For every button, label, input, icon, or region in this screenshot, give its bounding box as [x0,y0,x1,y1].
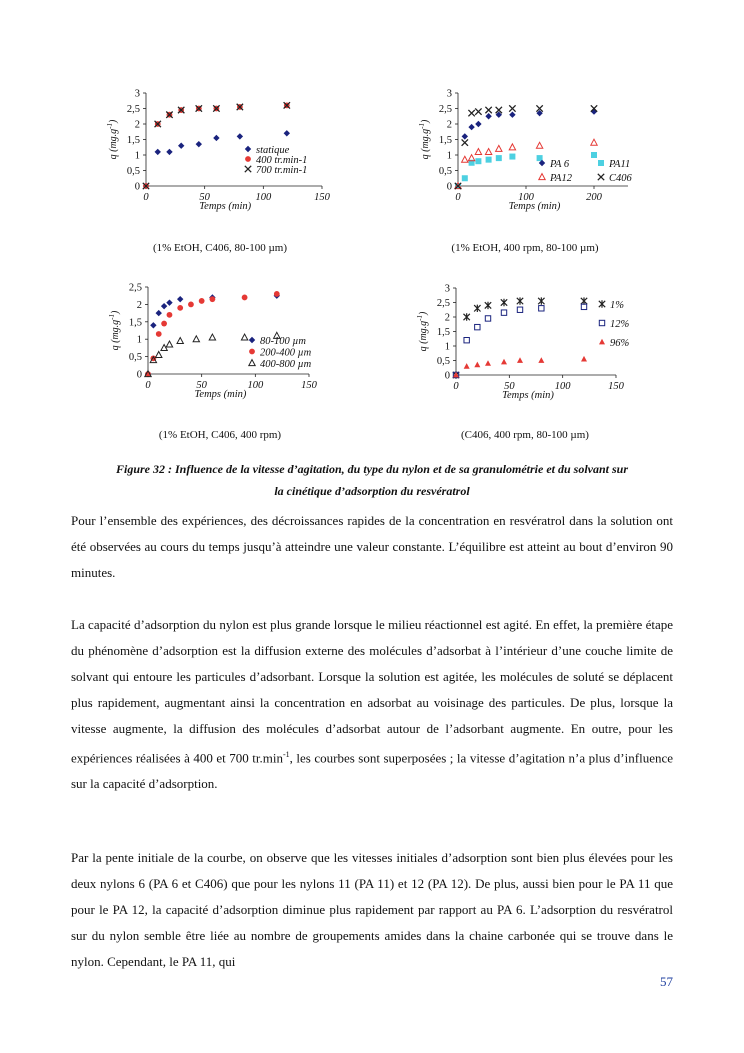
data-point [509,105,515,111]
data-point [166,299,172,305]
x-tick-label: 100 [247,380,264,391]
x-tick-label: 100 [554,381,571,392]
data-point [468,124,474,130]
series-12- [453,304,586,378]
chart-solvent [408,280,658,410]
data-point [475,149,481,155]
y-axis-label: q $(mg.g^{-1})$ [106,119,119,160]
data-point [196,141,202,147]
data-point [177,296,183,302]
chart-svg [408,280,658,410]
data-point [178,143,184,149]
chart-svg [408,88,658,228]
subcaption-b: (1% EtOH, 400 rpm, 80-100 µm) [451,242,599,254]
data-point [581,356,587,362]
data-point [462,139,468,145]
data-point [539,306,544,311]
superscript: -1 [283,750,290,759]
data-point [462,133,468,139]
data-point [193,336,199,342]
data-point [474,362,480,368]
data-point [156,331,162,337]
series-1- [453,297,587,378]
legend [249,336,312,370]
data-point [501,359,507,365]
data-point [496,145,502,151]
legend-marker [245,166,251,172]
paragraph-2 [71,612,673,797]
legend-marker [598,174,604,180]
legend-label: statique [256,145,290,156]
data-point [242,295,248,301]
x-tick-label: 150 [608,381,624,392]
y-tick-label: 0 [446,181,452,193]
data-point [581,297,587,304]
data-point [468,110,474,116]
y-tick-label: 3 [444,283,450,295]
data-point [475,108,481,114]
legend [539,159,633,184]
paragraph-1: Pour l’ensemble des expériences, des décroissances rapides de la concentration en resvératrol dans la solution ont été observées au cours du temps jusqu’à atteindre une valeur constante. L’équilibre est atteint au bout d’environ 90 minutes. [71,513,673,580]
data-point [166,341,172,347]
x-tick-label: 150 [301,380,317,391]
legend-marker [599,300,605,307]
y-axis-label: q $(mg.g^{-1})$ [108,310,121,351]
y-tick-label: 2 [136,299,142,311]
y-tick-label: 1,5 [128,317,142,329]
y-tick-label: 2 [444,312,450,324]
x-tick-label: 100 [255,192,272,203]
data-point [485,316,490,321]
data-point [177,305,183,311]
data-point [188,302,194,308]
data-point [167,312,173,318]
chart-granulometry [100,280,340,410]
legend-label: 700 tr.min-1 [256,165,308,176]
data-point [274,291,280,297]
series-c406 [455,105,597,189]
subcaption-c: (1% EtOH, C406, 400 rpm) [158,429,282,441]
y-tick-label: 3 [446,88,452,100]
legend-label: 1% [610,300,624,311]
data-point [166,149,172,155]
x-tick-label: 50 [504,381,515,392]
legend-marker [249,360,255,366]
data-point [485,149,491,155]
x-axis-label: Temps (min) [502,390,554,401]
x-tick-label: 0 [453,381,459,392]
y-tick-label: 0 [136,369,142,381]
y-tick-label: 2,5 [438,104,452,115]
legend-marker [245,156,251,162]
data-point [161,321,167,327]
x-axis-label: Temps (min) [194,389,247,400]
data-point [155,149,161,155]
data-point [501,310,506,315]
chart-svg [100,88,340,228]
y-tick-label: 1,5 [126,135,140,146]
data-point [509,144,515,150]
x-tick-label: 0 [143,192,149,203]
y-tick-label: 2 [446,119,452,131]
y-tick-label: 0 [134,181,140,193]
x-tick-label: 150 [314,192,330,203]
legend-label: C406 [609,173,632,184]
data-point [209,334,215,340]
x-tick-label: 200 [586,192,602,203]
x-tick-label: 0 [145,380,151,391]
data-point [463,313,469,320]
y-tick-label: 2,5 [128,282,142,294]
data-point [150,322,156,328]
data-point [161,303,167,309]
legend-marker [249,337,255,343]
figure-caption-line: la cinétique d’adsorption du resvératrol [274,484,470,498]
legend-marker [249,349,255,355]
y-tick-label: 1,5 [438,135,452,146]
data-point [538,297,544,304]
data-point [237,133,243,139]
data-point [199,298,205,304]
y-tick-label: 0,5 [128,352,142,364]
data-point [464,338,469,343]
data-point [462,175,468,181]
x-tick-label: 50 [196,380,207,391]
data-point [536,142,542,148]
data-point [213,135,219,141]
y-tick-label: 2 [134,119,140,131]
y-axis-label: q $(mg.g^{-1})$ [418,119,431,160]
legend-marker [245,146,251,152]
legend-marker [599,320,604,325]
y-tick-label: 0 [444,370,450,382]
series-96- [453,356,587,378]
legend-label: 400 tr.min-1 [256,155,308,166]
series-pa11 [455,152,597,189]
subcaption-d: (C406, 400 rpm, 80-100 µm) [461,429,589,441]
data-point [485,113,491,119]
data-point [509,154,515,160]
y-tick-label: 2,5 [436,298,450,309]
data-point [538,357,544,363]
data-point [464,363,470,369]
series-pa-6 [455,108,597,189]
y-axis-label: q $(mg.g^{-1})$ [416,311,429,352]
y-tick-label: 0,5 [438,166,452,177]
y-tick-label: 0,5 [126,166,140,177]
legend-label: PA12 [550,173,572,184]
y-tick-label: 3 [134,88,140,100]
data-point [474,305,480,312]
data-point [156,351,162,357]
legend-marker [598,160,604,166]
legend [245,145,308,176]
data-point [284,130,290,136]
data-point [210,296,216,302]
legend-label: 200-400 µm [260,347,312,359]
data-point [509,112,515,118]
legend-label: 400-800 µm [260,359,312,370]
legend-marker [599,339,605,345]
data-point [485,360,491,366]
y-tick-label: 1 [134,150,140,162]
chart-stirring-speed [100,88,340,228]
x-tick-label: 50 [199,192,210,203]
data-point [156,310,162,316]
data-point [517,297,523,304]
data-point [501,299,507,306]
data-point [475,158,481,164]
data-point [241,334,247,340]
data-point [496,155,502,161]
y-tick-label: 1,5 [436,327,450,338]
x-axis-label: Temps (min) [199,201,252,212]
legend-label: 96% [610,338,630,349]
chart-nylon-type [408,88,658,228]
y-tick-label: 0,5 [436,356,450,367]
legend-marker [539,174,545,180]
x-tick-label: 100 [518,192,534,203]
y-tick-label: 2,5 [126,104,140,115]
x-axis-label: Temps (min) [508,201,561,212]
figure-caption [60,458,684,502]
data-point [462,156,468,162]
paragraph-3: Par la pente initiale de la courbe, on observe que les vitesses initiales d’adsorption sont bien plus élevées pour les deux nylons 6 (PA 6 et C406) que pour les nylons 11 (PA 11) et 12 (PA 12). De plus, aussi bien pour le PA 11 que pour le PA 12, la capacité d’adsorption diminue plus rapidement par rapport au PA 6. L’adsorption du resvératrol sur du nylon semble être liée au nombre de groupements amides dans la chaine carbonée qui se trouve dans le nylon. Cependant, le PA 11, qui [71,850,673,969]
data-point [591,152,597,158]
legend-label: PA 6 [550,159,570,170]
x-tick-label: 0 [455,192,461,203]
data-point [486,157,492,163]
paragraph-text: La capacité d’adsorption du nylon est plus grande lorsque le milieu réactionnel est agité. En effet, la première étape du phénomène d’adsorption est la diffusion externe des molécules d’adsorbat à l’intérieur d’une couche limite de solvant qui entoure les particules d’adsorbant. Lorsque la solution est agitée, les molécules de soluté se déplacent plus rapidement, augmentant ainsi la concentration en adsorbat au voisinage des particules. De plus, lorsque la vitesse augmente, la diffusion des molécules d’adsorbat autour de l’adsorbant augmente. En outre, pour les expériences réalisées à 400 et 700 tr.min [71,617,673,766]
data-point [485,107,491,113]
legend-label: PA11 [609,159,631,170]
legend [599,300,630,349]
paragraph-text: , les courbes sont superposées ; la vitesse d’agitation n’a plus d’influence sur la capacité d’adsorption. [71,750,674,792]
legend-label: 80-100 µm [260,336,307,347]
data-point [475,121,481,127]
data-point [485,302,491,309]
figure-caption-line: Figure 32 : Influence de la vitesse d’agitation, du type du nylon et de sa granulométrie et du solvant sur [115,462,628,476]
data-point [591,139,597,145]
page-number: 57 [660,974,673,989]
data-point [517,357,523,363]
data-point [475,324,480,329]
data-point [517,307,522,312]
chart-svg [100,280,340,410]
data-point [581,304,586,309]
data-point [177,338,183,344]
y-tick-label: 1 [446,150,452,162]
subcaption-a: (1% EtOH, C406, 80-100 µm) [152,242,288,254]
legend-label: 12% [610,319,630,330]
y-tick-label: 1 [444,341,450,353]
y-tick-label: 1 [136,334,142,346]
